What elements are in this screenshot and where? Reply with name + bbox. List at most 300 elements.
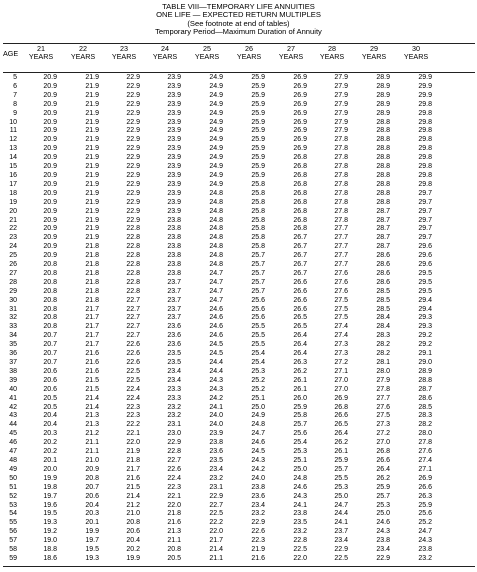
multiple-cell: 28.9 — [376, 91, 390, 99]
multiple-cell: 20.7 — [43, 341, 57, 349]
multiple-cell: 21.9 — [85, 189, 99, 197]
multiple-cell: 25.8 — [293, 412, 307, 420]
multiple-cell: 25.8 — [251, 189, 265, 197]
period-number: 26 — [245, 44, 253, 53]
multiple-cell: 20.8 — [43, 323, 57, 331]
age-cell: 20 — [9, 207, 17, 215]
multiple-cell: 23.8 — [293, 510, 307, 518]
multiple-cell: 23.7 — [334, 528, 348, 536]
multiple-cell: 19.7 — [43, 492, 57, 500]
bottom-rule — [3, 566, 475, 567]
multiple-cell: 23.2 — [209, 474, 223, 482]
multiple-cell: 25.9 — [334, 456, 348, 464]
multiple-cell: 29.8 — [418, 127, 432, 135]
multiple-cell: 20.9 — [85, 465, 99, 473]
multiple-cell: 22.7 — [126, 296, 140, 304]
multiple-cell: 28.6 — [376, 269, 390, 277]
multiple-cell: 23.5 — [167, 350, 181, 358]
multiple-cell: 28.8 — [376, 198, 390, 206]
multiple-cell: 28.5 — [376, 287, 390, 295]
multiple-cell: 27.7 — [376, 394, 390, 402]
multiple-cell: 25.8 — [251, 198, 265, 206]
multiple-cell: 21.5 — [126, 483, 140, 491]
multiple-cell: 23.8 — [251, 483, 265, 491]
multiple-cell: 24.9 — [209, 82, 223, 90]
multiple-cell: 22.8 — [167, 448, 181, 456]
table-footnote-reference: (See footnote at end of tables) — [187, 18, 290, 28]
period-column-header — [61, 45, 105, 62]
multiple-cell: 22.1 — [167, 492, 181, 500]
multiple-cell: 25.1 — [251, 394, 265, 402]
multiple-cell: 20.6 — [126, 528, 140, 536]
age-cell: 49 — [9, 465, 17, 473]
multiple-cell: 25.9 — [251, 163, 265, 171]
multiple-cell: 21.7 — [209, 537, 223, 545]
multiple-cell: 22.2 — [126, 421, 140, 429]
multiple-cell: 26.4 — [376, 465, 390, 473]
multiple-cell: 23.9 — [167, 136, 181, 144]
multiple-cell: 28.6 — [418, 394, 432, 402]
multiple-cell: 22.5 — [126, 376, 140, 384]
multiple-cell: 25.5 — [334, 474, 348, 482]
period-column-header — [185, 45, 229, 62]
table-row — [3, 412, 475, 421]
multiple-cell: 21.8 — [85, 243, 99, 251]
multiple-cell: 20.4 — [126, 537, 140, 545]
multiple-cell: 28.2 — [418, 421, 432, 429]
multiple-cell: 29.4 — [418, 296, 432, 304]
multiple-cell: 27.8 — [334, 163, 348, 171]
multiple-cell: 20.9 — [43, 154, 57, 162]
age-cell: 23 — [9, 234, 17, 242]
multiple-cell: 21.9 — [85, 180, 99, 188]
multiple-cell: 22.8 — [126, 234, 140, 242]
multiple-cell: 20.7 — [43, 332, 57, 340]
multiple-cell: 22.2 — [209, 519, 223, 527]
multiple-cell: 28.5 — [376, 296, 390, 304]
multiple-cell: 23.2 — [167, 412, 181, 420]
multiple-cell: 29.2 — [418, 332, 432, 340]
multiple-cell: 26.9 — [293, 91, 307, 99]
multiple-cell: 23.9 — [167, 189, 181, 197]
multiple-cell: 26.6 — [293, 305, 307, 313]
multiple-cell: 27.8 — [418, 439, 432, 447]
multiple-cell: 22.9 — [126, 127, 140, 135]
multiple-cell: 25.9 — [251, 91, 265, 99]
multiple-cell: 28.5 — [418, 403, 432, 411]
table-subtitle: ONE LIFE — EXPECTED RETURN MULTIPLES — [156, 10, 321, 20]
multiple-cell: 21.7 — [85, 341, 99, 349]
period-unit-label: YEARS — [70, 52, 96, 62]
multiple-cell: 28.0 — [418, 430, 432, 438]
multiple-cell: 22.5 — [209, 510, 223, 518]
multiple-cell: 22.9 — [126, 198, 140, 206]
multiple-cell: 28.4 — [376, 314, 390, 322]
age-cell: 40 — [9, 385, 17, 393]
multiple-cell: 26.1 — [334, 448, 348, 456]
multiple-cell: 22.0 — [209, 528, 223, 536]
multiple-cell: 25.4 — [293, 439, 307, 447]
multiple-cell: 28.9 — [376, 100, 390, 108]
age-cell: 44 — [9, 421, 17, 429]
multiple-cell: 25.6 — [251, 296, 265, 304]
multiple-cell: 20.1 — [85, 519, 99, 527]
multiple-cell: 26.5 — [334, 421, 348, 429]
table-row — [3, 279, 475, 288]
multiple-cell: 25.0 — [376, 510, 390, 518]
multiple-cell: 22.7 — [126, 305, 140, 313]
table-row — [3, 484, 475, 493]
multiple-cell: 29.4 — [418, 305, 432, 313]
table-caption — [0, 3, 477, 36]
multiple-cell: 28.7 — [376, 225, 390, 233]
period-number: 24 — [161, 44, 169, 53]
multiple-cell: 27.5 — [334, 296, 348, 304]
age-cell: 5 — [13, 74, 17, 81]
multiple-cell: 26.8 — [293, 180, 307, 188]
multiple-cell: 25.7 — [251, 261, 265, 269]
table-row — [3, 448, 475, 457]
table-row — [3, 528, 475, 537]
multiple-cell: 20.8 — [43, 278, 57, 286]
multiple-cell: 27.9 — [334, 74, 348, 81]
table-row — [3, 127, 475, 136]
multiple-cell: 24.4 — [209, 367, 223, 375]
table-row — [3, 395, 475, 404]
multiple-cell: 28.8 — [376, 154, 390, 162]
multiple-cell: 26.8 — [293, 216, 307, 224]
multiple-cell: 23.4 — [334, 537, 348, 545]
multiple-cell: 21.7 — [85, 332, 99, 340]
multiple-cell: 24.3 — [209, 385, 223, 393]
table-row — [3, 502, 475, 511]
multiple-cell: 22.5 — [293, 546, 307, 554]
header-rule — [3, 72, 475, 73]
multiple-cell: 21.8 — [126, 456, 140, 464]
multiple-cell: 20.9 — [43, 100, 57, 108]
multiple-cell: 21.5 — [85, 376, 99, 384]
age-cell: 26 — [9, 261, 17, 269]
multiple-cell: 27.0 — [334, 385, 348, 393]
multiple-cell: 25.7 — [251, 269, 265, 277]
multiple-cell: 26.9 — [293, 118, 307, 126]
multiple-cell: 26.6 — [293, 296, 307, 304]
multiple-cell: 24.8 — [209, 207, 223, 215]
multiple-cell: 24.6 — [209, 314, 223, 322]
multiple-cell: 27.9 — [334, 127, 348, 135]
multiple-cell: 27.5 — [376, 412, 390, 420]
period-column-header — [102, 45, 146, 62]
multiple-cell: 27.8 — [334, 189, 348, 197]
multiple-cell: 25.6 — [418, 510, 432, 518]
age-cell: 8 — [13, 100, 17, 108]
multiple-cell: 25.9 — [251, 118, 265, 126]
table-row — [3, 252, 475, 261]
multiple-cell: 25.8 — [251, 207, 265, 215]
table-row — [3, 92, 475, 101]
multiple-cell: 20.2 — [43, 439, 57, 447]
multiple-cell: 25.3 — [334, 483, 348, 491]
multiple-cell: 21.0 — [85, 456, 99, 464]
table-row — [3, 519, 475, 528]
multiple-cell: 26.3 — [293, 359, 307, 366]
multiple-cell: 29.7 — [418, 216, 432, 224]
multiple-cell: 24.7 — [418, 528, 432, 536]
multiple-cell: 28.8 — [376, 127, 390, 135]
table-row — [3, 101, 475, 110]
multiple-cell: 28.8 — [376, 136, 390, 144]
age-cell: 13 — [9, 145, 17, 153]
multiple-cell: 25.9 — [376, 483, 390, 491]
multiple-cell: 23.3 — [167, 394, 181, 402]
multiple-cell: 23.7 — [167, 278, 181, 286]
multiple-cell: 23.8 — [376, 537, 390, 545]
age-cell: 50 — [9, 474, 17, 482]
multiple-cell: 27.9 — [334, 118, 348, 126]
multiple-cell: 25.6 — [293, 430, 307, 438]
multiple-cell: 20.9 — [43, 109, 57, 117]
age-cell: 12 — [9, 136, 17, 144]
multiple-cell: 25.0 — [293, 465, 307, 473]
multiple-cell: 29.9 — [418, 74, 432, 81]
multiple-cell: 27.8 — [334, 198, 348, 206]
multiple-cell: 25.7 — [251, 278, 265, 286]
multiple-cell: 29.7 — [418, 234, 432, 242]
age-cell: 52 — [9, 492, 17, 500]
multiple-cell: 26.9 — [418, 474, 432, 482]
multiple-cell: 27.9 — [334, 100, 348, 108]
multiple-cell: 27.1 — [334, 367, 348, 375]
age-cell: 34 — [9, 332, 17, 340]
multiple-cell: 22.9 — [126, 163, 140, 171]
multiple-cell: 21.9 — [85, 225, 99, 233]
multiple-cell: 24.5 — [251, 448, 265, 456]
multiple-cell: 27.8 — [334, 136, 348, 144]
multiple-cell: 29.8 — [418, 171, 432, 179]
multiple-cell: 23.8 — [167, 252, 181, 260]
multiple-cell: 27.4 — [334, 332, 348, 340]
multiple-cell: 29.3 — [418, 323, 432, 331]
multiple-cell: 24.8 — [209, 198, 223, 206]
multiple-cell: 29.3 — [418, 314, 432, 322]
multiple-cell: 21.9 — [85, 207, 99, 215]
multiple-cell: 23.5 — [167, 359, 181, 366]
table-row — [3, 439, 475, 448]
multiple-cell: 23.9 — [167, 145, 181, 153]
age-cell: 36 — [9, 350, 17, 358]
multiple-cell: 25.0 — [251, 403, 265, 411]
multiple-cell: 24.9 — [209, 145, 223, 153]
multiple-cell: 20.9 — [43, 198, 57, 206]
table-row — [3, 332, 475, 341]
age-cell: 51 — [9, 483, 17, 491]
multiple-cell: 25.3 — [376, 501, 390, 509]
table-row — [3, 457, 475, 466]
age-cell: 38 — [9, 367, 17, 375]
multiple-cell: 21.9 — [85, 171, 99, 179]
multiple-cell: 22.7 — [126, 332, 140, 340]
period-unit-label: YEARS — [194, 52, 220, 62]
age-cell: 59 — [9, 554, 17, 562]
multiple-cell: 22.9 — [126, 171, 140, 179]
multiple-cell: 29.0 — [418, 359, 432, 366]
multiple-cell: 23.2 — [251, 510, 265, 518]
multiple-cell: 22.6 — [126, 350, 140, 358]
multiple-cell: 29.9 — [418, 82, 432, 90]
age-cell: 31 — [9, 305, 17, 313]
multiple-cell: 21.9 — [251, 546, 265, 554]
multiple-cell: 26.6 — [418, 483, 432, 491]
table-header — [3, 45, 475, 71]
period-unit-label: YEARS — [361, 52, 387, 62]
multiple-cell: 22.3 — [126, 403, 140, 411]
multiple-cell: 28.6 — [376, 261, 390, 269]
multiple-cell: 20.7 — [85, 483, 99, 491]
multiple-cell: 23.9 — [167, 198, 181, 206]
multiple-cell: 25.9 — [251, 171, 265, 179]
multiple-cell: 28.7 — [376, 207, 390, 215]
table-row — [3, 555, 475, 564]
multiple-cell: 24.7 — [209, 269, 223, 277]
multiple-cell: 25.6 — [251, 305, 265, 313]
table-row — [3, 297, 475, 306]
multiple-cell: 24.9 — [209, 136, 223, 144]
multiple-cell: 24.9 — [209, 91, 223, 99]
multiple-cell: 27.9 — [334, 82, 348, 90]
multiple-cell: 27.2 — [334, 359, 348, 366]
multiple-cell: 24.8 — [209, 243, 223, 251]
table-row — [3, 154, 475, 163]
multiple-cell: 20.9 — [43, 234, 57, 242]
age-cell: 21 — [9, 216, 17, 224]
multiple-cell: 25.7 — [251, 287, 265, 295]
multiple-cell: 28.7 — [376, 243, 390, 251]
multiple-cell: 26.7 — [293, 243, 307, 251]
multiple-cell: 22.8 — [293, 537, 307, 545]
multiple-cell: 26.9 — [293, 82, 307, 90]
multiple-cell: 24.7 — [209, 287, 223, 295]
multiple-cell: 21.1 — [167, 537, 181, 545]
multiple-cell: 24.9 — [209, 154, 223, 162]
period-number: 30 — [412, 44, 420, 53]
multiple-cell: 21.7 — [85, 314, 99, 322]
multiple-cell: 20.5 — [43, 394, 57, 402]
multiple-cell: 21.1 — [85, 439, 99, 447]
multiple-cell: 25.7 — [334, 465, 348, 473]
multiple-cell: 27.0 — [376, 439, 390, 447]
multiple-cell: 21.9 — [85, 74, 99, 81]
table-row — [3, 243, 475, 252]
multiple-cell: 25.7 — [251, 252, 265, 260]
multiple-cell: 21.8 — [85, 252, 99, 260]
age-cell: 25 — [9, 252, 17, 260]
multiple-cell: 29.8 — [418, 154, 432, 162]
multiple-cell: 26.5 — [293, 323, 307, 331]
multiple-cell: 20.8 — [43, 261, 57, 269]
multiple-cell: 29.2 — [418, 341, 432, 349]
multiple-cell: 29.8 — [418, 118, 432, 126]
multiple-cell: 20.8 — [126, 519, 140, 527]
multiple-cell: 21.9 — [85, 127, 99, 135]
multiple-cell: 23.2 — [167, 403, 181, 411]
multiple-cell: 29.8 — [418, 145, 432, 153]
multiple-cell: 29.6 — [418, 252, 432, 260]
multiple-cell: 21.7 — [85, 323, 99, 331]
multiple-cell: 29.6 — [418, 261, 432, 269]
multiple-cell: 24.3 — [209, 376, 223, 384]
multiple-cell: 18.6 — [43, 554, 57, 562]
multiple-cell: 27.8 — [334, 145, 348, 153]
multiple-cell: 22.9 — [334, 546, 348, 554]
multiple-cell: 21.9 — [85, 91, 99, 99]
multiple-cell: 25.9 — [251, 82, 265, 90]
table-row — [3, 386, 475, 395]
multiple-cell: 26.8 — [293, 198, 307, 206]
multiple-cell: 27.8 — [334, 207, 348, 215]
multiple-cell: 28.8 — [376, 163, 390, 171]
multiple-cell: 21.6 — [167, 519, 181, 527]
table-title: TABLE VIII—TEMPORARY LIFE ANNUITIES — [162, 2, 315, 11]
age-column-header: AGE — [3, 49, 19, 58]
multiple-cell: 27.9 — [334, 91, 348, 99]
multiple-cell: 22.8 — [126, 278, 140, 286]
multiple-cell: 24.8 — [209, 261, 223, 269]
multiple-cell: 24.9 — [209, 74, 223, 81]
multiple-cell: 29.7 — [418, 207, 432, 215]
multiple-cell: 18.8 — [43, 546, 57, 554]
multiple-cell: 24.6 — [209, 332, 223, 340]
table-row — [3, 234, 475, 243]
multiple-cell: 25.3 — [293, 448, 307, 456]
table-row — [3, 110, 475, 119]
table-row — [3, 510, 475, 519]
multiple-cell: 25.9 — [251, 136, 265, 144]
multiple-cell: 23.9 — [167, 100, 181, 108]
multiple-cell: 28.8 — [376, 189, 390, 197]
multiple-cell: 29.9 — [418, 91, 432, 99]
multiple-cell: 21.7 — [85, 305, 99, 313]
age-cell: 11 — [9, 127, 17, 135]
multiple-cell: 20.8 — [43, 314, 57, 322]
multiple-cell: 24.9 — [209, 100, 223, 108]
period-unit-label: YEARS — [403, 52, 429, 62]
multiple-cell: 25.8 — [251, 243, 265, 251]
multiple-cell: 21.8 — [167, 510, 181, 518]
multiple-cell: 26.7 — [293, 269, 307, 277]
table-row — [3, 225, 475, 234]
multiple-cell: 21.9 — [85, 100, 99, 108]
multiple-cell: 24.3 — [376, 528, 390, 536]
multiple-cell: 22.9 — [126, 136, 140, 144]
multiple-cell: 20.9 — [43, 136, 57, 144]
multiple-cell: 26.3 — [418, 492, 432, 500]
multiple-cell: 27.5 — [334, 314, 348, 322]
multiple-cell: 27.8 — [334, 216, 348, 224]
multiple-cell: 27.4 — [334, 323, 348, 331]
multiple-cell: 19.2 — [43, 528, 57, 536]
multiple-cell: 22.9 — [251, 519, 265, 527]
multiple-cell: 26.9 — [293, 145, 307, 153]
multiple-cell: 23.9 — [167, 154, 181, 162]
period-unit-label: YEARS — [319, 52, 345, 62]
multiple-cell: 20.8 — [85, 474, 99, 482]
table-row — [3, 83, 475, 92]
multiple-cell: 24.0 — [209, 412, 223, 420]
table-row — [3, 475, 475, 484]
multiple-cell: 26.7 — [293, 234, 307, 242]
multiple-cell: 25.9 — [251, 127, 265, 135]
table-row — [3, 74, 475, 83]
